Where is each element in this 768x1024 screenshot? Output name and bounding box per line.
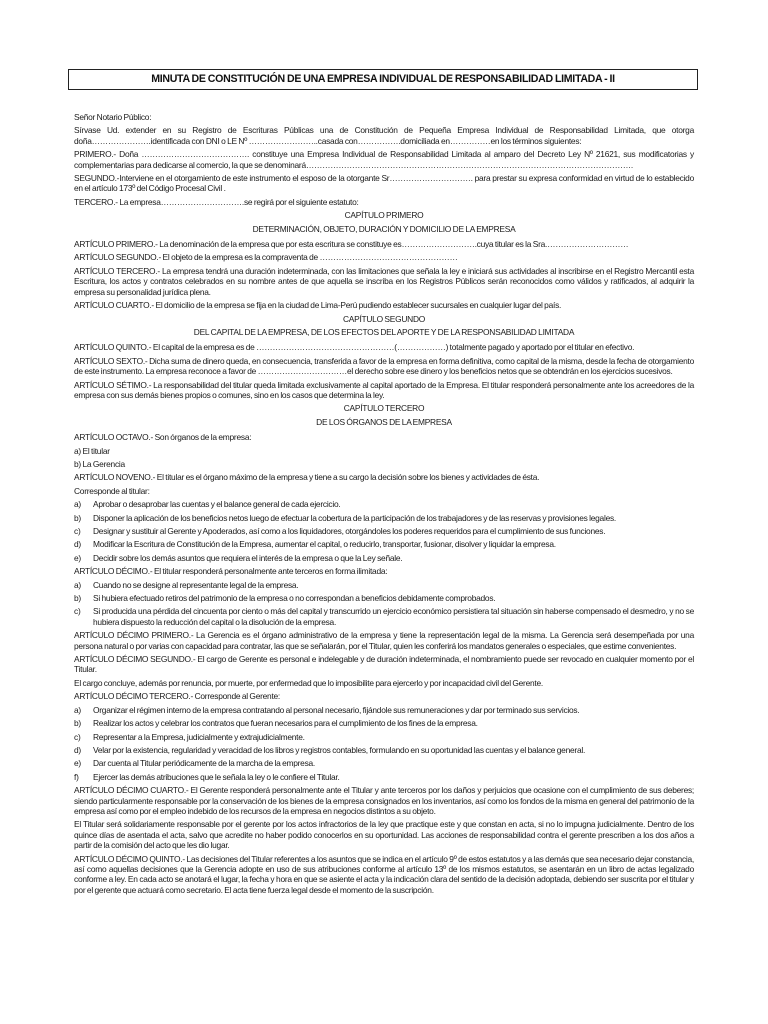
list-item-letter: b) (74, 718, 81, 729)
article-2: ARTÍCULO SEGUNDO.- El objeto de la empresa es la compraventa de …………………………………………… (74, 252, 458, 263)
list-item-text: Cuando no se designe al representante legal de la empresa. (93, 579, 299, 590)
article-14: ARTÍCULO DÉCIMO CUARTO.- El Gerente responderá personalmente ante el Titular y ante terceros por los daños y perjuicios que ocasione con el cumplimiento de sus deberes; siendo particularmente responsable por la conservación de los bienes de la empresa consignados en los inventarios, así como los fondos de la misma en general del patrimonio de la empresa así como por el empleo indebido de los recursos de la empresa en negocios distintos a su objeto. (74, 785, 694, 816)
list-item-text: Representar a la Empresa, judicialmente y extrajudicialmente. (93, 731, 305, 742)
list-item-text: Modificar la Escritura de Constitución de la Empresa, aumentar el capital, o reducirlo, transportar, fusionar, disolver y liquidar la empresa. (93, 539, 556, 550)
article-12: ARTÍCULO DÉCIMO SEGUNDO.- El cargo de Gerente es personal e indelegable y de duración indeterminada, el nombramiento puede ser revocado en cualquier momento por el Titular. (74, 654, 694, 675)
list-item-text: Velar por la existencia, regularidad y veracidad de los libros y registros contables, formulando en su oportunidad las cuentas y el balance general. (93, 744, 586, 755)
list-item (74, 758, 694, 768)
list-gerente (74, 705, 694, 782)
list-item (74, 718, 694, 728)
list-item-text: Ejercer las demás atribuciones que le señala la ley o le confiere el Titular. (93, 771, 340, 782)
list-item-text: Decidir sobre los demás asuntos que requiera el interés de la empresa o que la Ley señale. (93, 552, 403, 563)
list-item (74, 553, 694, 563)
list-item (74, 499, 694, 509)
document-page (74, 69, 694, 898)
chapter-3-subtitle: DE LOS ÓRGANOS DE LA EMPRESA (316, 416, 452, 427)
list-item-letter: f) (74, 771, 79, 782)
chapter-2-subtitle: DEL CAPITAL DE LA EMPRESA, DE LOS EFECTOS DEL APORTE Y DE LA RESPONSABILIDAD LIMITADA (193, 326, 575, 337)
article-11: ARTÍCULO DÉCIMO PRIMERO.- La Gerencia es el órgano administrativo de la empresa y tiene la representación legal de la misma. La Gerencia será desempeñada por una persona natural o por varias con capacidad para contratar, las que se señalarán, por el Titular, quien les conferirá los mandatos generales o especiales, que estime convenientes. (74, 630, 694, 651)
article-3: ARTÍCULO TERCERO.- La empresa tendrá una duración indeterminada, con las limitaciones que señala la ley e iniciará sus actividades al inscribirse en el Registro Mercantil esta Escritura, los actos y contratos celebrados en su nombre antes de que aquella se inscriba en los Registros Públicos serán reconocidos como válidos y ratificados, al adquirir la empresa su personalidad jurídica plena. (74, 265, 694, 297)
article-7: ARTÍCULO SÉTIMO.- La responsabilidad del titular queda limitada exclusivamente al capital aportado de la Empresa. El titular responderá personalmente ante los acreedores de la empresa con sus demás bienes propios o comunes, sino en los casos que determina la ley. (74, 379, 694, 400)
list-item-letter: a) (74, 579, 81, 590)
list-item-text: Designar y sustituir al Gerente y Apoderados, así como a los liquidadores, otorgándoles los poderes requeridos para el cumplimiento de sus funciones. (93, 526, 606, 536)
clause-tercero: TERCERO.- La empresa………………………….se regirá por el siguiente estatuto: (74, 196, 359, 207)
document-title: MINUTA DE CONSTITUCIÓN DE UNA EMPRESA INDIVIDUAL DE RESPONSABILIDAD LIMITADA - II (68, 69, 698, 90)
list-item-text: Aprobar o desaprobar las cuentas y el balance general de cada ejercicio. (93, 499, 341, 510)
article-6: ARTÍCULO SEXTO.- Dicha suma de dinero queda, en consecuencia, transferida a favor de la empresa en forma definitiva, como capital de la misma, desde la fecha de otorgamiento de este instrumento. La empresa reconoce a favor de ……………………………el derecho sobre ese dinero y los beneficios netos que se obtendrán en los ejercicios sucesivos. (74, 355, 694, 377)
list-item (74, 580, 694, 590)
chapter-3-title: CAPÍTULO TERCERO (343, 403, 425, 414)
corresponde-titular-label: Corresponde al titular: (74, 485, 150, 496)
list-item-text: Realizar los actos y celebrar los contratos que fueran necesarios para el cumplimiento de los fines de la empresa. (93, 718, 478, 729)
article-13: ARTÍCULO DÉCIMO TERCERO.- Corresponde al Gerente: (74, 691, 281, 702)
list-item-text: Dar cuenta al Titular periódicamente de la marcha de la empresa. (93, 758, 316, 769)
list-item-text: Si producida una pérdida del cincuenta por ciento o más del capital y transcurrido un ejercicio económico persistiera tal situación sin haberse compensado el desmedro, y no se hubiera dispuesto la reducción del capital o la disolución de la empresa. (93, 606, 694, 627)
list-item (74, 539, 694, 549)
article-8: ARTÍCULO OCTAVO.- Son órganos de la empresa: (74, 432, 252, 443)
list-item-letter: b) (74, 512, 81, 523)
list-item-letter: a) (74, 499, 81, 510)
article-8-item-b: b) La Gerencia (74, 458, 125, 469)
list-titular (74, 499, 694, 563)
list-item-letter: d) (74, 539, 81, 550)
article-10: ARTÍCULO DÉCIMO.- El titular responderá personalmente ante terceros en forma ilimitada: (74, 566, 388, 577)
list-item (74, 705, 694, 715)
article-8-item-a: a) El titular (74, 445, 110, 456)
list-item-text: Disponer la aplicación de los beneficios netos luego de efectuar la cobertura de la participación de los trabajadores y de las reservas y provisiones legales. (93, 512, 616, 523)
list-item-letter: e) (74, 552, 81, 563)
chapter-1-title: CAPÍTULO PRIMERO (344, 210, 424, 221)
salutation: Señor Notario Público: (74, 112, 152, 122)
article-15: ARTÍCULO DÉCIMO QUINTO.- Las decisiones del Titular referentes a los asuntos que se indica en el artículo 9º de estos estatutos y a las demás que sea necesario dejar constancia, así como aquellas decisiones que la Gerencia adopte en uso de sus atribuciones conforme al artículo 13º de los mismos estatutos, se asentarán en un libro de actas legalizado conforme a ley. En cada acto se anotará el lugar, la fecha y hora en que se asiente el acta y la indicación clara del sentido de la decisión adoptada, debiendo ser suscrita por el titular y por el gerente que actuará como secretario. El acta tiene fuerza legal desde el momento de la suscripción. (74, 853, 694, 895)
article-1: ARTÍCULO PRIMERO.- La denominación de la empresa que por esta escritura se constituye es……………………….cuya titular es la Sra.………………………… (74, 239, 629, 250)
list-item (74, 593, 694, 603)
list-item-letter: c) (74, 731, 81, 742)
list-item-letter: b) (74, 593, 81, 604)
article-4: ARTÍCULO CUARTO.- El domicilio de la empresa se fija en la ciudad de Lima-Perú pudiendo establecer sucursales en cualquier lugar del país. (74, 300, 562, 311)
list-item-letter: d) (74, 744, 81, 755)
list-item (74, 526, 694, 536)
article-5: ARTÍCULO QUINTO.- El capital de la empresa es de ……………………………………………(………………) totalmente pagado y aportado por el titular en efectivo. (74, 342, 635, 353)
article-14-continuation: El Titular será solidariamente responsable por el gerente por los actos infractorios de la ley que practique este y que constan en acta, si no lo impugna judicialmente. Dentro de los quince días de asentada el acta, salvo que acredite no haber podido conocerlos en su oportunidad. Las acciones de responsabilidad contra el gerente prescriben a los dos años a partir de la comisión del acto que les dio lugar. (74, 819, 694, 851)
clause-segundo: SEGUNDO.-Interviene en el otorgamiento de este instrumento el esposo de la otorgante Sr…………………………. para prestar su expresa conformidad en virtud de lo establecido en el artículo 173º del Código Procesal Civil . (74, 173, 694, 194)
clause-primero: PRIMERO.- Doña …………………………………. constituye una Empresa Individual de Responsabilidad Limitada al amparo del Decreto Ley Nº 21621, sus modificatorias y complementarias para dedicarse al comercio, la que se denominará…………………………………………………………………………………………………………. (74, 149, 694, 170)
list-decimo (74, 580, 694, 628)
list-item (74, 606, 694, 627)
list-item (74, 513, 694, 523)
article-12-continuation: El cargo concluye, además por renuncia, por muerte, por enfermedad que lo imposibilite para ejercerlo y por incapacidad civil del Gerente. (74, 677, 543, 688)
list-item-letter: c) (74, 526, 81, 536)
list-item-letter: a) (74, 704, 81, 715)
list-item-letter: e) (74, 758, 81, 769)
paragraph-sirvase: Sírvase Ud. extender en su Registro de Escrituras Públicas una de Constitución de Pequeña Empresa Individual de Responsabilidad Limitada, que otorga doña………………….identificada con DNI o LE Nº ……………………..casada con…………….domiciliada en……………en los términos siguientes: (74, 125, 694, 146)
chapter-1-subtitle: DETERMINACIÓN, OBJETO, DURACIÓN Y DOMICILIO DE LA EMPRESA (252, 223, 516, 234)
list-item-text: Si hubiera efectuado retiros del patrimonio de la empresa o no correspondan a beneficios debidamente comprobados. (93, 593, 496, 604)
list-item-text: Organizar el régimen interno de la empresa contratando al personal necesario, fijándole sus remuneraciones y dar por terminado sus servicios. (93, 704, 580, 715)
list-item (74, 772, 694, 782)
article-9: ARTÍCULO NOVENO.- El titular es el órgano máximo de la empresa y tiene a su cargo la decisión sobre los bienes y actividades de ésta. (74, 472, 540, 483)
list-item (74, 745, 694, 755)
list-item-letter: c) (74, 606, 81, 617)
list-item (74, 732, 694, 742)
chapter-2-title: CAPÍTULO SEGUNDO (342, 313, 426, 324)
